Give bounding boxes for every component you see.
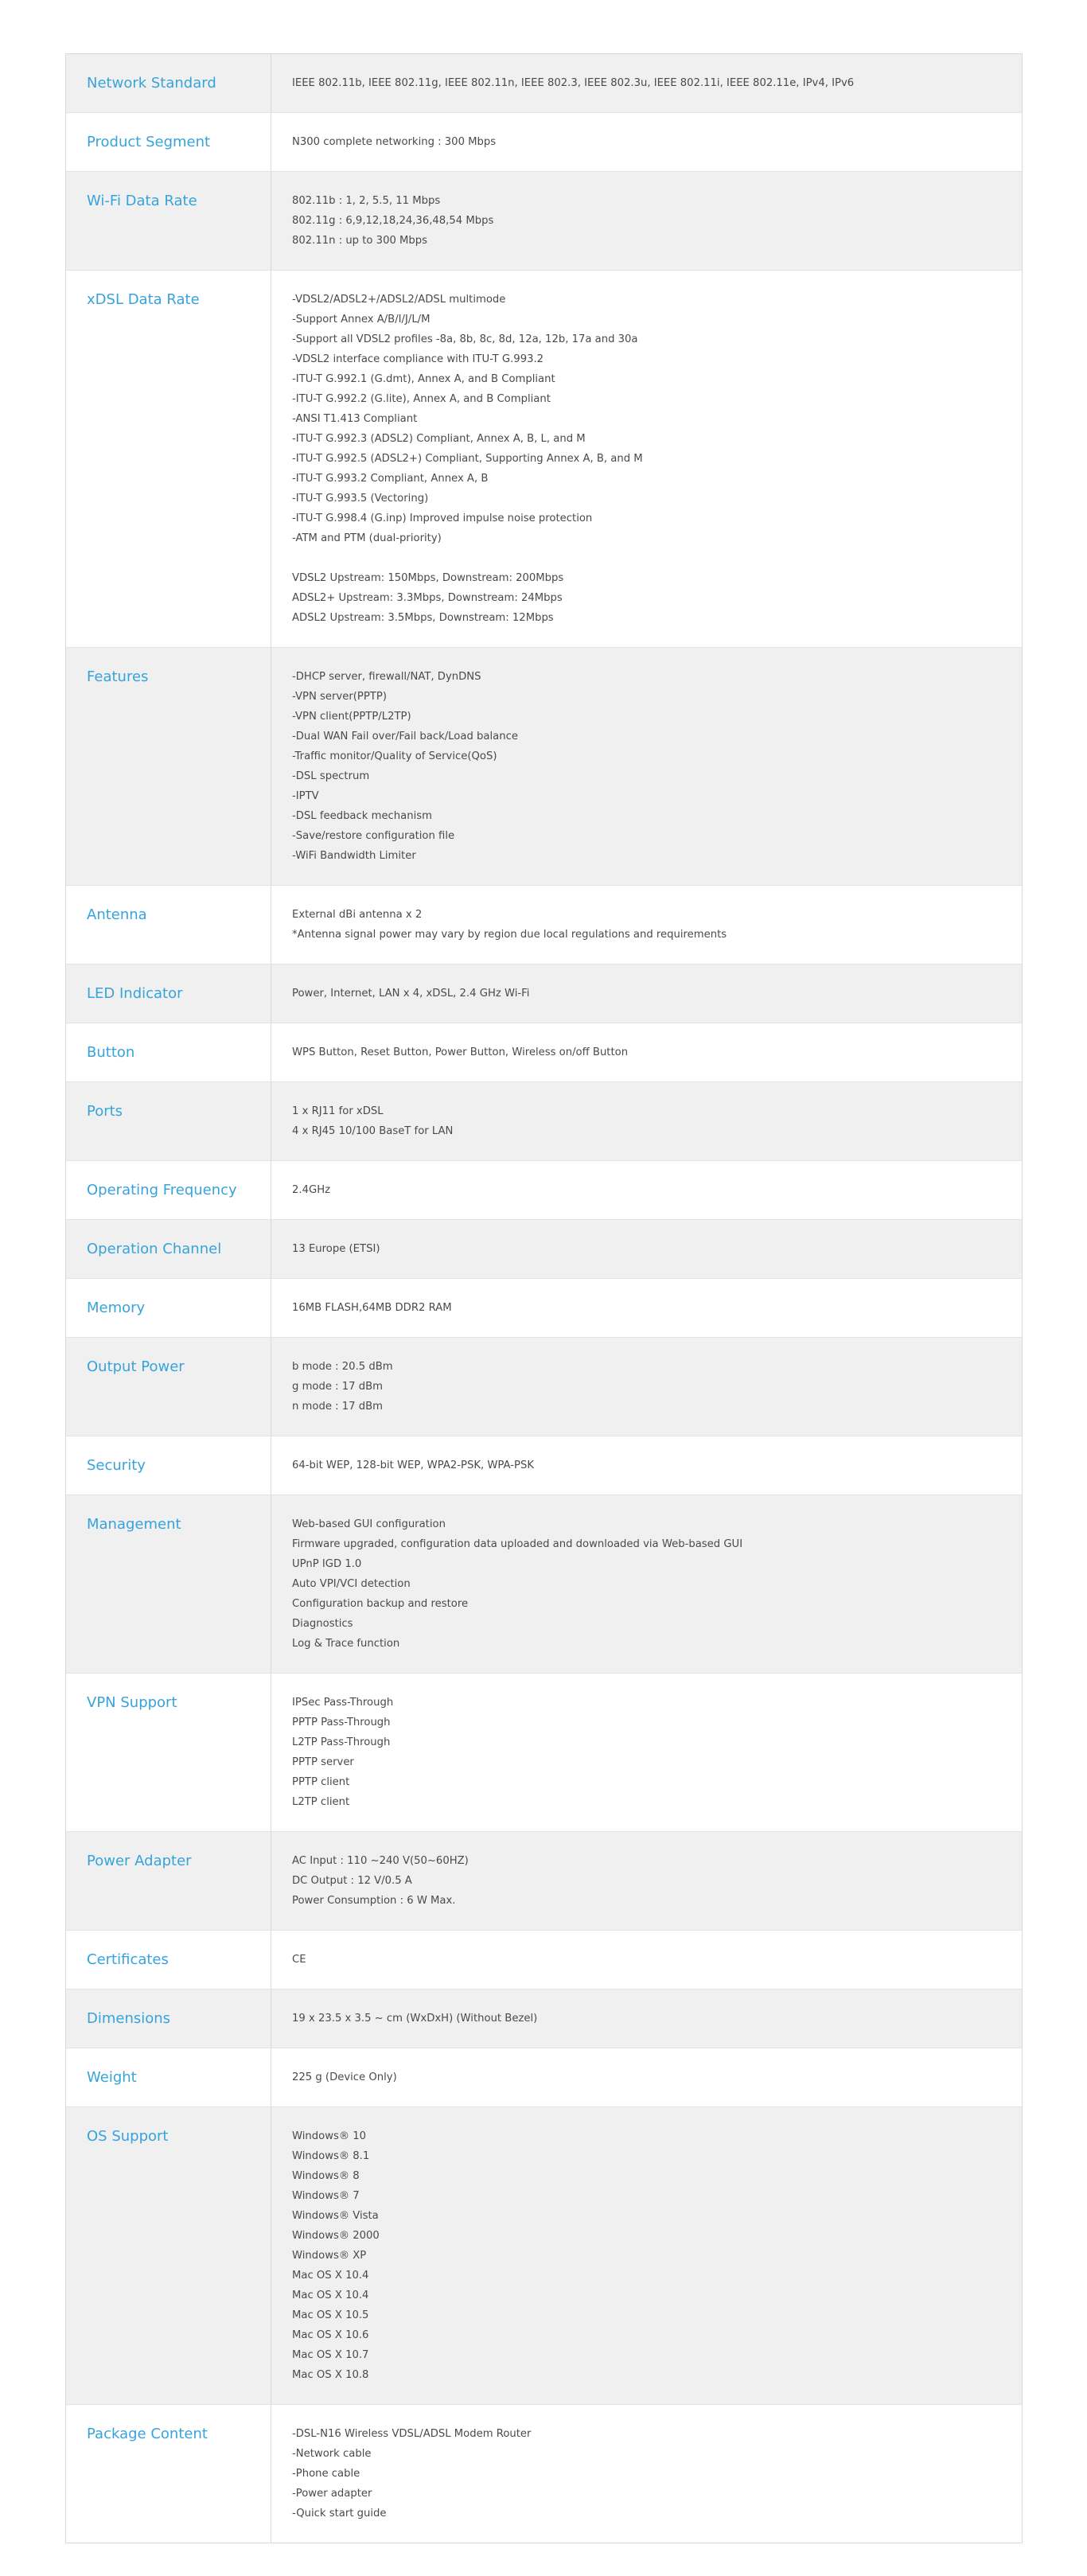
spec-value-line: -Quick start guide: [292, 2508, 387, 2519]
spec-label: xDSL Data Rate: [66, 271, 271, 647]
spec-value-line: 64-bit WEP, 128-bit WEP, WPA2-PSK, WPA-PSK: [292, 1459, 534, 1471]
spec-value-line: Windows® 8: [292, 2170, 360, 2182]
spec-value-line: WPS Button, Reset Button, Power Button, Wireless on/off Button: [292, 1046, 629, 1058]
spec-row: [66, 648, 1022, 886]
spec-label: Product Segment: [66, 113, 271, 171]
spec-value-line: 802.11g : 6,9,12,18,24,36,48,54 Mbps: [292, 215, 494, 227]
spec-row: [66, 1338, 1022, 1436]
spec-label: Network Standard: [66, 54, 271, 112]
spec-label: Weight: [66, 2048, 271, 2106]
spec-value-line: g mode : 17 dBm: [292, 1381, 384, 1393]
spec-value-line: Power, Internet, LAN x 4, xDSL, 2.4 GHz Wi-Fi: [292, 988, 530, 1000]
spec-value: [271, 1279, 1022, 1337]
spec-value: [271, 1436, 1022, 1495]
spec-value: [271, 1832, 1022, 1930]
spec-value: [271, 172, 1022, 270]
spec-value: [271, 1338, 1022, 1436]
spec-label: Antenna: [66, 886, 271, 964]
spec-value-line: IEEE 802.11b, IEEE 802.11g, IEEE 802.11n, IEEE 802.3, IEEE 802.3u, IEEE 802.11i, IEEE 802.11e, IPv4, IPv6: [292, 77, 855, 89]
spec-value-line: Windows® 10: [292, 2130, 367, 2142]
spec-row: [66, 1279, 1022, 1338]
spec-value-line: -VDSL2 interface compliance with ITU-T G.993.2: [292, 353, 544, 365]
spec-value-line: 16MB FLASH,64MB DDR2 RAM: [292, 1302, 452, 1314]
spec-value-line: CE: [292, 1954, 306, 1966]
spec-value-line: Windows® 8.1: [292, 2150, 370, 2162]
spec-value: [271, 1161, 1022, 1219]
spec-value-line: -WiFi Bandwidth Limiter: [292, 850, 416, 862]
spec-value-line: ADSL2+ Upstream: 3.3Mbps, Downstream: 24Mbps: [292, 592, 563, 604]
spec-label: Package Content: [66, 2405, 271, 2543]
spec-value-line: PPTP Pass-Through: [292, 1717, 391, 1728]
spec-row: [66, 1989, 1022, 2048]
spec-value-line: Auto VPI/VCI detection: [292, 1578, 411, 1590]
spec-value: [271, 1082, 1022, 1160]
spec-value-line: -ITU-T G.992.5 (ADSL2+) Compliant, Supporting Annex A, B, and M: [292, 453, 643, 465]
spec-value: [271, 648, 1022, 885]
spec-value: [271, 1989, 1022, 2048]
spec-row: [66, 1674, 1022, 1832]
spec-row: [66, 1436, 1022, 1495]
spec-label: LED Indicator: [66, 965, 271, 1023]
spec-value-line: N300 complete networking : 300 Mbps: [292, 136, 497, 148]
spec-value-line: -DSL-N16 Wireless VDSL/ADSL Modem Router: [292, 2428, 532, 2440]
spec-value-line: Mac OS X 10.4: [292, 2270, 369, 2282]
spec-value-line: -Phone cable: [292, 2468, 360, 2480]
spec-value-line: -ITU-T G.993.2 Compliant, Annex A, B: [292, 473, 489, 485]
spec-row: [66, 1082, 1022, 1161]
spec-value-line: Windows® 2000: [292, 2230, 380, 2242]
spec-value-line: -Support Annex A/B/I/J/L/M: [292, 314, 431, 325]
spec-value: [271, 1674, 1022, 1831]
spec-row: [66, 113, 1022, 172]
spec-label: Power Adapter: [66, 1832, 271, 1930]
spec-label: Certificates: [66, 1931, 271, 1989]
spec-value-line: PPTP server: [292, 1756, 354, 1768]
spec-value-line: 1 x RJ11 for xDSL: [292, 1105, 384, 1117]
spec-value-line: 4 x RJ45 10/100 BaseT for LAN: [292, 1125, 454, 1137]
spec-value: [271, 1931, 1022, 1989]
spec-value-line: -ITU-T G.992.3 (ADSL2) Compliant, Annex A, B, L, and M: [292, 433, 586, 445]
spec-value-line: 2.4GHz: [292, 1184, 331, 1196]
spec-row: [66, 54, 1022, 113]
spec-label: Operation Channel: [66, 1220, 271, 1278]
spec-label: Dimensions: [66, 1989, 271, 2048]
spec-value: [271, 54, 1022, 112]
spec-value-line: -Network cable: [292, 2448, 372, 2460]
spec-label: Wi-Fi Data Rate: [66, 172, 271, 270]
spec-value-line: -Traffic monitor/Quality of Service(QoS): [292, 750, 497, 762]
spec-row: [66, 1931, 1022, 1989]
spec-value-line: b mode : 20.5 dBm: [292, 1361, 393, 1373]
spec-value-line: UPnP IGD 1.0: [292, 1558, 362, 1570]
spec-value-line: -DSL spectrum: [292, 770, 370, 782]
spec-row: [66, 1495, 1022, 1674]
spec-value-line: n mode : 17 dBm: [292, 1401, 384, 1413]
spec-value: [271, 965, 1022, 1023]
spec-value-line: -VDSL2/ADSL2+/ADSL2/ADSL multimode: [292, 294, 506, 306]
spec-value-line: AC Input : 110 ~240 V(50~60HZ): [292, 1855, 469, 1867]
spec-value-line: -ANSI T1.413 Compliant: [292, 413, 418, 425]
spec-row: [66, 1832, 1022, 1931]
spec-row: [66, 2107, 1022, 2405]
spec-value-spacer: [292, 548, 1001, 568]
spec-row: [66, 1220, 1022, 1279]
spec-value-line: DC Output : 12 V/0.5 A: [292, 1875, 412, 1887]
spec-value-line: IPSec Pass-Through: [292, 1697, 394, 1709]
spec-label: Management: [66, 1495, 271, 1673]
spec-value-line: Web-based GUI configuration: [292, 1518, 446, 1530]
spec-value-line: -ITU-T G.992.1 (G.dmt), Annex A, and B Compliant: [292, 373, 555, 385]
spec-row: [66, 271, 1022, 648]
spec-value-line: Mac OS X 10.5: [292, 2309, 369, 2321]
spec-value-line: Windows® Vista: [292, 2210, 379, 2222]
spec-row: [66, 965, 1022, 1023]
spec-value-line: Mac OS X 10.8: [292, 2369, 369, 2381]
spec-value-line: PPTP client: [292, 1776, 350, 1788]
spec-value-line: -DSL feedback mechanism: [292, 810, 432, 822]
spec-value-line: -Save/restore configuration file: [292, 830, 455, 842]
spec-row: [66, 172, 1022, 271]
spec-value-line: Windows® 7: [292, 2190, 360, 2202]
spec-value-line: Firmware upgraded, configuration data uploaded and downloaded via Web-based GUI: [292, 1538, 743, 1550]
spec-row: [66, 2405, 1022, 2543]
spec-value: [271, 1495, 1022, 1673]
spec-value-line: 802.11b : 1, 2, 5.5, 11 Mbps: [292, 195, 441, 207]
spec-value-line: Log & Trace function: [292, 1638, 400, 1650]
spec-row: [66, 2048, 1022, 2107]
spec-value: [271, 2405, 1022, 2543]
spec-value-line: 225 g (Device Only): [292, 2071, 397, 2083]
spec-row: [66, 1161, 1022, 1220]
spec-value: [271, 2107, 1022, 2404]
spec-label: Output Power: [66, 1338, 271, 1436]
spec-row: [66, 886, 1022, 965]
specifications-table: [65, 53, 1023, 2543]
spec-value-line: -Power adapter: [292, 2488, 372, 2500]
spec-label: Operating Frequency: [66, 1161, 271, 1219]
spec-value-line: -Dual WAN Fail over/Fail back/Load balance: [292, 731, 518, 742]
spec-value-line: Mac OS X 10.4: [292, 2290, 369, 2301]
spec-value-line: -ITU-T G.993.5 (Vectoring): [292, 493, 429, 505]
spec-value-line: *Antenna signal power may vary by region due local regulations and requirements: [292, 929, 727, 941]
spec-value-line: External dBi antenna x 2: [292, 909, 423, 921]
spec-value-line: VDSL2 Upstream: 150Mbps, Downstream: 200Mbps: [292, 572, 564, 584]
spec-value: [271, 1220, 1022, 1278]
spec-label: Memory: [66, 1279, 271, 1337]
spec-value: [271, 2048, 1022, 2106]
spec-value-line: -Support all VDSL2 profiles -8a, 8b, 8c, 8d, 12a, 12b, 17a and 30a: [292, 333, 638, 345]
spec-label: Features: [66, 648, 271, 885]
spec-label: Security: [66, 1436, 271, 1495]
spec-value-line: 19 x 23.5 x 3.5 ~ cm (WxDxH) (Without Bezel): [292, 2013, 538, 2025]
spec-value-line: -ATM and PTM (dual-priority): [292, 532, 442, 544]
spec-value-line: -ITU-T G.992.2 (G.lite), Annex A, and B Compliant: [292, 393, 551, 405]
spec-value-line: ADSL2 Upstream: 3.5Mbps, Downstream: 12Mbps: [292, 612, 554, 624]
spec-value: [271, 113, 1022, 171]
spec-value-line: 13 Europe (ETSI): [292, 1243, 380, 1255]
spec-label: Button: [66, 1023, 271, 1081]
spec-value-line: -ITU-T G.998.4 (G.inp) Improved impulse noise protection: [292, 512, 593, 524]
spec-label: Ports: [66, 1082, 271, 1160]
spec-value-line: -VPN server(PPTP): [292, 691, 387, 703]
spec-value-line: Configuration backup and restore: [292, 1598, 469, 1610]
spec-label: OS Support: [66, 2107, 271, 2404]
spec-value-line: -VPN client(PPTP/L2TP): [292, 711, 411, 723]
spec-value-line: -DHCP server, firewall/NAT, DynDNS: [292, 671, 481, 683]
spec-value-line: Power Consumption : 6 W Max.: [292, 1895, 456, 1907]
spec-value-line: Windows® XP: [292, 2250, 367, 2262]
spec-value: [271, 886, 1022, 964]
spec-value-line: Diagnostics: [292, 1618, 353, 1630]
spec-value-line: Mac OS X 10.7: [292, 2349, 369, 2361]
spec-value: [271, 1023, 1022, 1081]
spec-value-line: L2TP client: [292, 1796, 350, 1808]
spec-label: VPN Support: [66, 1674, 271, 1831]
spec-value-line: L2TP Pass-Through: [292, 1736, 391, 1748]
spec-value-line: -IPTV: [292, 790, 319, 802]
spec-value: [271, 271, 1022, 647]
spec-value-line: 802.11n : up to 300 Mbps: [292, 235, 428, 247]
spec-value-line: Mac OS X 10.6: [292, 2329, 369, 2341]
spec-row: [66, 1023, 1022, 1082]
